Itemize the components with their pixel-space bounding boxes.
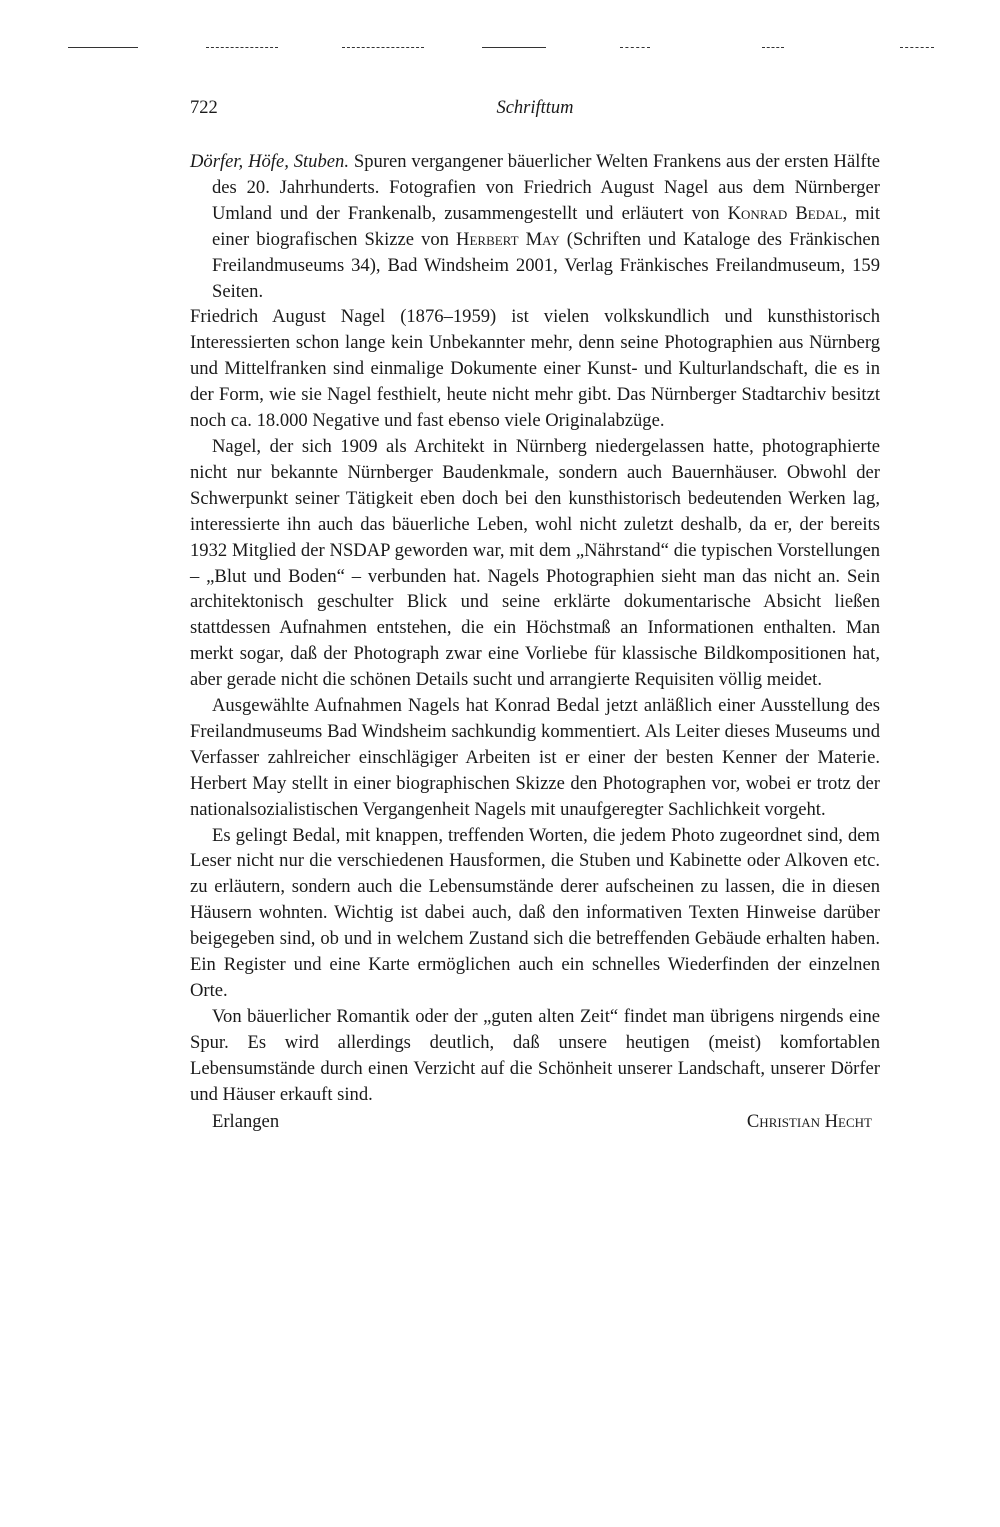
running-head	[190, 98, 880, 128]
body-paragraph: Es gelingt Bedal, mit knappen, treffenden Worten, die jedem Photo zugeordnet sind, dem Leser nicht nur die verschiedenen Hausformen, die Stuben und Kabinette oder Alkoven etc. zu erläutern, sondern auch die Lebensumstände derer aufscheinen zu lassen, die in diesen Häusern wohnten. Wichtig ist dabei auch, daß den informativen Texten Hinweise darüber beigegeben sind, ob und in welchem Zustand sich die betreffenden Gebäude erhalten haben. Ein Register und eine Karte ermöglichen auch ein schnelles Wiederfinden der einzelnen Orte.	[190, 824, 880, 1001]
scan-rule	[206, 47, 278, 48]
section-title: Schrifttum	[496, 98, 574, 118]
scan-rule	[482, 47, 546, 48]
citation-text: , mit einer biografischen Skizze von	[212, 202, 880, 250]
signature-place: Erlangen	[212, 1110, 280, 1132]
signature-author: Christian Hecht	[746, 1110, 872, 1132]
page-number: 722	[190, 98, 218, 118]
review-body	[190, 149, 880, 1134]
scan-rule	[900, 47, 934, 48]
scan-rule	[342, 47, 424, 48]
body-paragraph: Von bäuerlicher Romantik oder der „guten alten Zeit“ findet man übrigens nirgends eine Spur. Es wird allerdings deutlich, daß unsere heutigen (meist) komfortablen Lebensumstände durch einen Verzicht auf die Schönheit unserer Landschaft, unserer Dörfer und Häuser erkauft sind.	[190, 1005, 880, 1105]
scan-rule	[620, 47, 650, 48]
citation-text: (Schriften und Kataloge des Fränkischen Freilandmuseums 34), Bad Windsheim 2001, Verlag Fränkisches Freilandmuseum, 159 Seiten.	[212, 228, 880, 302]
contributor-name: Herbert May	[456, 228, 560, 250]
scan-rule	[68, 47, 138, 48]
book-title: Dörfer, Höfe, Stuben.	[190, 151, 349, 172]
body-paragraph: Nagel, der sich 1909 als Architekt in Nürnberg niedergelassen hatte, photographierte nicht nur bekannte Nürnberger Baudenkmale, sondern auch Bauernhäuser. Obwohl der Schwerpunkt seiner Tätigkeit eben doch bei den kunsthistorisch bedeutenden Werken lag, interessierte ihn auch das bäuerliche Leben, wohl nicht zuletzt deshalb, da er, der bereits 1932 Mitglied der NSDAP geworden war, mit dem „Nährstand“ die typischen Vorstellungen – „Blut und Boden“ – verbunden hat. Nagels Photographien sieht man das nicht an. Sein architektonisch geschulter Blick und seine erklärte dokumentarische Absicht ließen stattdessen Aufnahmen entstehen, die ein Höchstmaß an Informationen enthalten. Man merkt sogar, daß der Photograph zwar eine Vorliebe für klassische Bildkompositionen hat, aber gerade nicht die schönen Details sucht und arrangierte Requisiten völlig meidet.	[190, 435, 880, 691]
body-paragraph: Ausgewählte Aufnahmen Nagels hat Konrad Bedal jetzt anläßlich einer Ausstellung des Freilandmuseums Bad Windsheim sachkundig kommentiert. Als Leiter dieses Museums und Verfasser zahlreicher einschlägiger Arbeiten ist er einer der besten Kenner der Materie. Herbert May stellt in einer biographischen Skizze den Photographen vor, wobei er trotz der nationalsozialistischen Vergangenheit Nagels mit unaufgeregter Sachlichkeit vorgeht.	[190, 695, 880, 820]
bibliographic-citation	[190, 149, 880, 304]
body-paragraph: Friedrich August Nagel (1876–1959) ist vielen volkskundlich und kunsthistorisch Interessierten schon lange kein Unbekannter mehr, denn seine Photographien aus Nürnberg und Mittelfranken sind einmalige Dokumente einer Kunst- und Kulturlandschaft, die es in der Form, wie sie Nagel festhielt, heute nicht mehr gibt. Das Nürnberger Stadtarchiv besitzt noch ca. 18.000 Negative und fast ebenso viele Originalabzüge.	[190, 306, 880, 432]
scan-rule	[762, 47, 784, 48]
editor-name: Konrad Bedal	[727, 202, 843, 224]
review-signature	[190, 1109, 880, 1135]
citation-text: Spuren vergangener bäuerlicher Welten Frankens aus der ersten Hälfte des 20. Jahrhunderts. Fotografien von Friedrich August Nagel aus dem Nürnberger Umland und der Frankenalb, zusammengestellt und erläutert von	[212, 151, 881, 224]
